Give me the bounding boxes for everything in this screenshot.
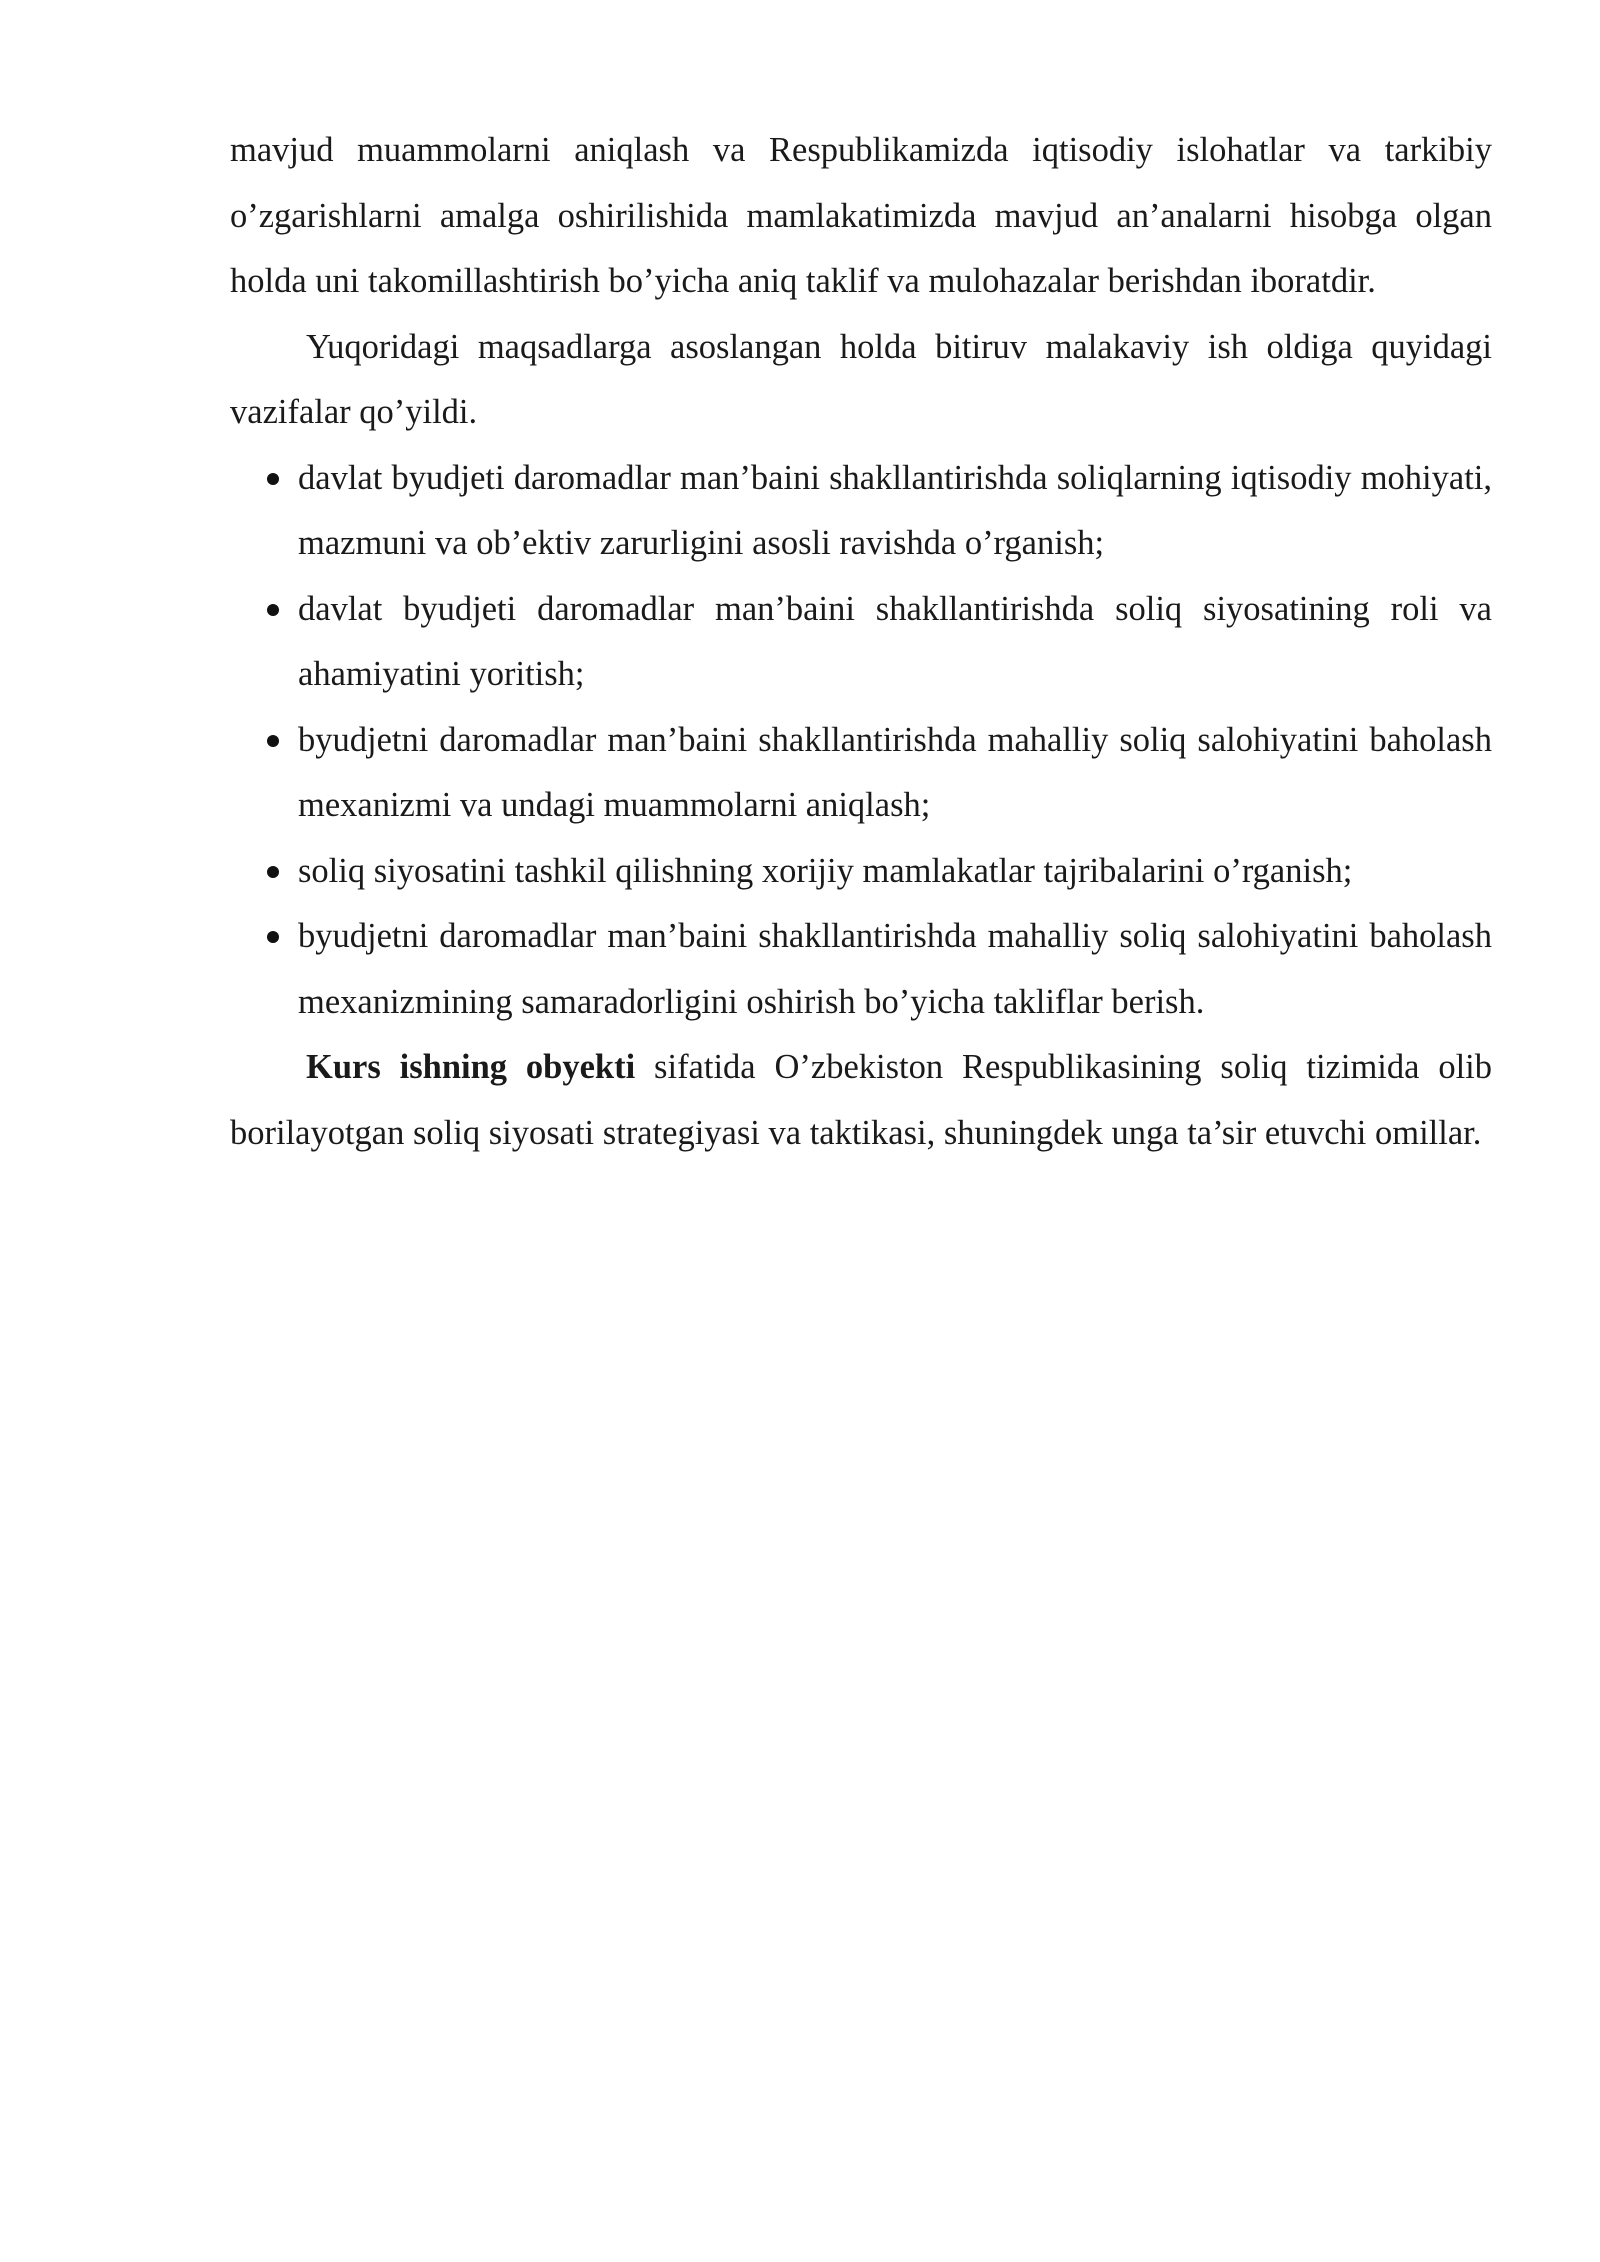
course-object-text: sifatida O’zbekiston Respublikasining soliq tizimida olib borilayotgan soliq siyosati strategiyasi va taktikasi, shuningdek unga ta’sir etuvchi omillar.	[230, 1048, 1492, 1152]
bullet-icon	[267, 577, 279, 643]
list-item	[230, 577, 1492, 708]
list-item	[230, 446, 1492, 577]
list-item	[230, 708, 1492, 839]
list-item	[230, 839, 1492, 905]
bullet-icon	[267, 708, 279, 774]
course-object-lead: Kurs ishning obyekti	[306, 1048, 636, 1086]
task-list	[230, 446, 1492, 1036]
list-item-text: soliq siyosatini tashkil qilishning xorijiy mamlakatlar tajribalarini o’rganish;	[298, 851, 1353, 890]
list-item-text: davlat byudjeti daromadlar man’baini shakllantirishda soliqlarning iqtisodiy mohiyati, mazmuni va ob’ektiv zarurligini asosli ravishda o’rganish;	[298, 458, 1492, 562]
bullet-icon	[267, 446, 279, 512]
paragraph-tasks-intro: Yuqoridagi maqsadlarga asoslangan holda bitiruv malakaviy ish oldiga quyidagi vazifalar qo’yildi.	[230, 327, 1492, 431]
bullet-icon	[267, 839, 279, 905]
list-item-text: byudjetni daromadlar man’baini shakllantirishda mahalliy soliq salohiyatini baholash mexanizmi va undagi muammolarni aniqlash;	[298, 720, 1492, 824]
bullet-icon	[267, 904, 279, 970]
paragraph-course-object	[230, 1035, 1492, 1166]
list-item-text: davlat byudjeti daromadlar man’baini shakllantirishda soliq siyosatining roli va ahamiyatini yoritish;	[298, 589, 1492, 693]
list-item	[230, 904, 1492, 1035]
paragraph-goals-continued: mavjud muammolarni aniqlash va Respublikamizda iqtisodiy islohatlar va tarkibiy o’zgarishlarni amalga oshirilishida mamlakatimizda mavjud an’analarni hisobga olgan holda uni takomillashtirish bo’yicha aniq taklif va mulohazalar berishdan iboratdir.	[230, 131, 1492, 300]
list-item-text: byudjetni daromadlar man’baini shakllantirishda mahalliy soliq salohiyatini baholash mexanizmining samaradorligini oshirish bo’yicha takliflar berish.	[298, 917, 1492, 1021]
document-page	[230, 118, 1492, 1166]
